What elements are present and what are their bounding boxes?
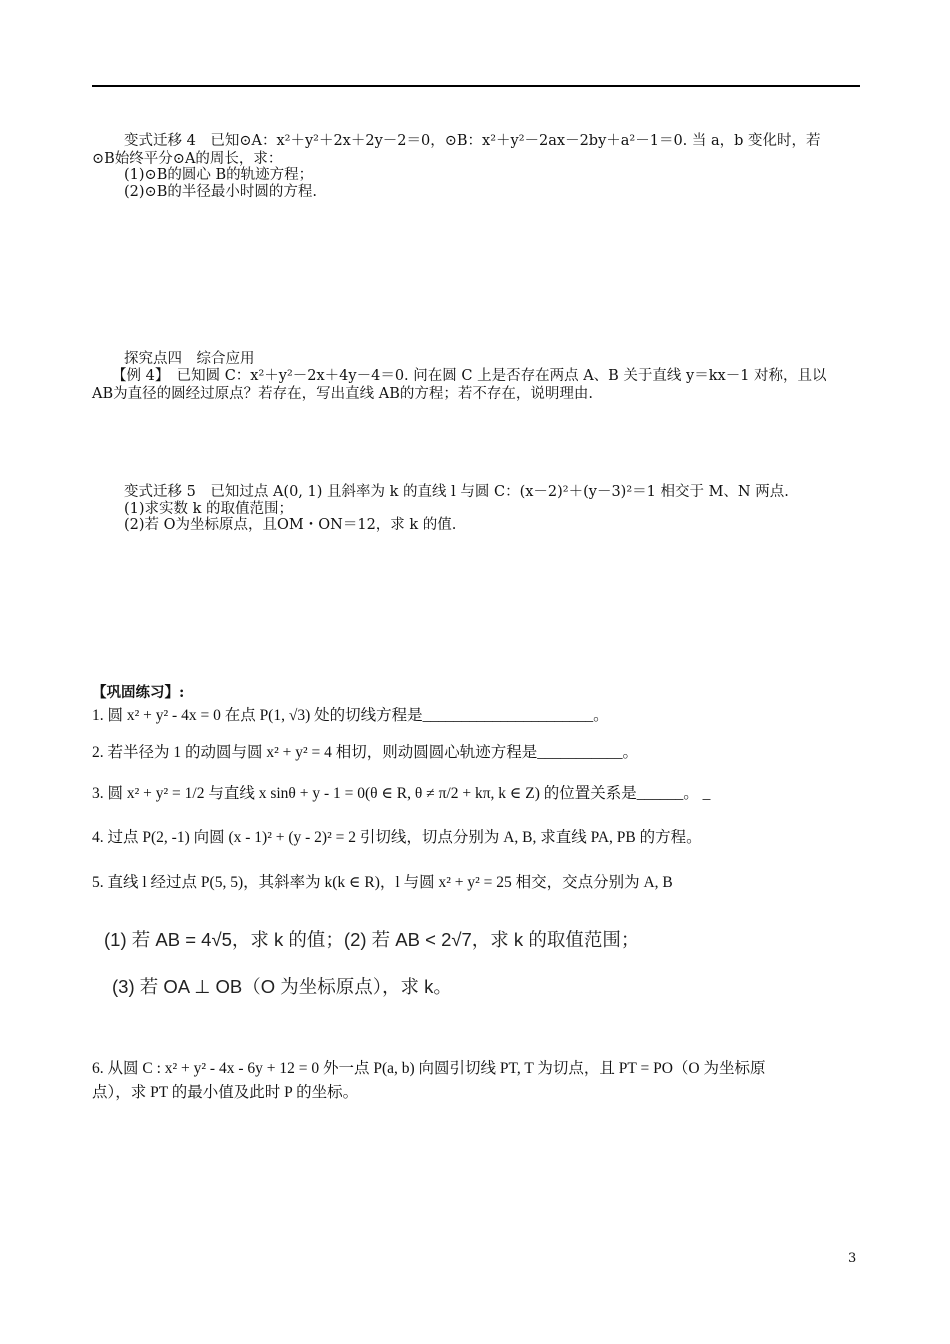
example-4-line-2: AB为直径的圆经过原点？若存在，写出直线 AB的方程；若不存在，说明理由. — [92, 386, 593, 402]
example-4-line-1: 【例 4】 已知圆 C：x²＋y²－2x＋4y－4＝0. 问在圆 C 上是否存在两点 A、B 关于直线 y＝kx－1 对称，且以 — [112, 368, 827, 384]
section-4-title: 探究点四 综合应用 — [124, 351, 255, 367]
variant-4-line-1: 变式迁移 4 已知⊙A：x²＋y²＋2x＋2y－2＝0，⊙B：x²＋y²－2ax－2by＋a²－1＝0. 当 a，b 变化时，若 — [124, 133, 821, 149]
question-5-subparts-1-2: (1) 若 AB = 4√5，求 k 的值；(2) 若 AB < 2√7，求 k 的取值范围； — [104, 929, 640, 950]
practice-question-3: 3. 圆 x² + y² = 1/2 与直线 x sinθ + y - 1 = 0(θ ∈ R, θ ≠ π/2 + kπ, k ∈ Z) 的位置关系是______。 _ — [92, 785, 711, 802]
practice-question-2: 2. 若半径为 1 的动圆与圆 x² + y² = 4 相切，则动圆圆心轨迹方程是___________。 — [92, 744, 639, 761]
practice-question-5: 5. 直线 l 经过点 P(5, 5)，其斜率为 k(k ∈ R)，l 与圆 x² + y² = 25 相交，交点分别为 A, B — [92, 874, 673, 891]
variant-5-line-1: 变式迁移 5 已知过点 A(0, 1) 且斜率为 k 的直线 l 与圆 C：(x－2)²＋(y－3)²＝1 相交于 M、N 两点. — [124, 484, 789, 500]
practice-question-4: 4. 过点 P(2, -1) 向圆 (x - 1)² + (y - 2)² = 2 引切线，切点分别为 A, B, 求直线 PA, PB 的方程。 — [92, 829, 702, 846]
variant-4-part-1: (1)⊙B的圆心 B的轨迹方程； — [124, 167, 314, 183]
variant-5-part-2: (2)若 O为坐标原点，且OM・ON＝12，求 k 的值. — [124, 517, 457, 533]
page-number: 3 — [848, 1251, 857, 1266]
variant-4-line-2: ⊙B始终平分⊙A的周长，求： — [92, 151, 283, 167]
variant-5-part-1: (1)求实数 k 的取值范围； — [124, 501, 294, 517]
header-rule — [92, 85, 860, 87]
practice-question-6-line-1: 6. 从圆 C : x² + y² - 4x - 6y + 12 = 0 外一点 P(a, b) 向圆引切线 PT, T 为切点，且 PT = PO（O 为坐标原 — [92, 1060, 766, 1077]
practice-header: 【巩固练习】: — [92, 684, 185, 701]
variant-4-part-2: (2)⊙B的半径最小时圆的方程. — [124, 184, 317, 200]
question-5-subpart-3: (3) 若 OA ⊥ OB（O 为坐标原点），求 k。 — [112, 976, 452, 997]
practice-question-1: 1. 圆 x² + y² - 4x = 0 在点 P(1, √3) 处的切线方程是______________________。 — [92, 707, 609, 724]
practice-question-6-line-2: 点），求 PT 的最小值及此时 P 的坐标。 — [92, 1084, 359, 1101]
